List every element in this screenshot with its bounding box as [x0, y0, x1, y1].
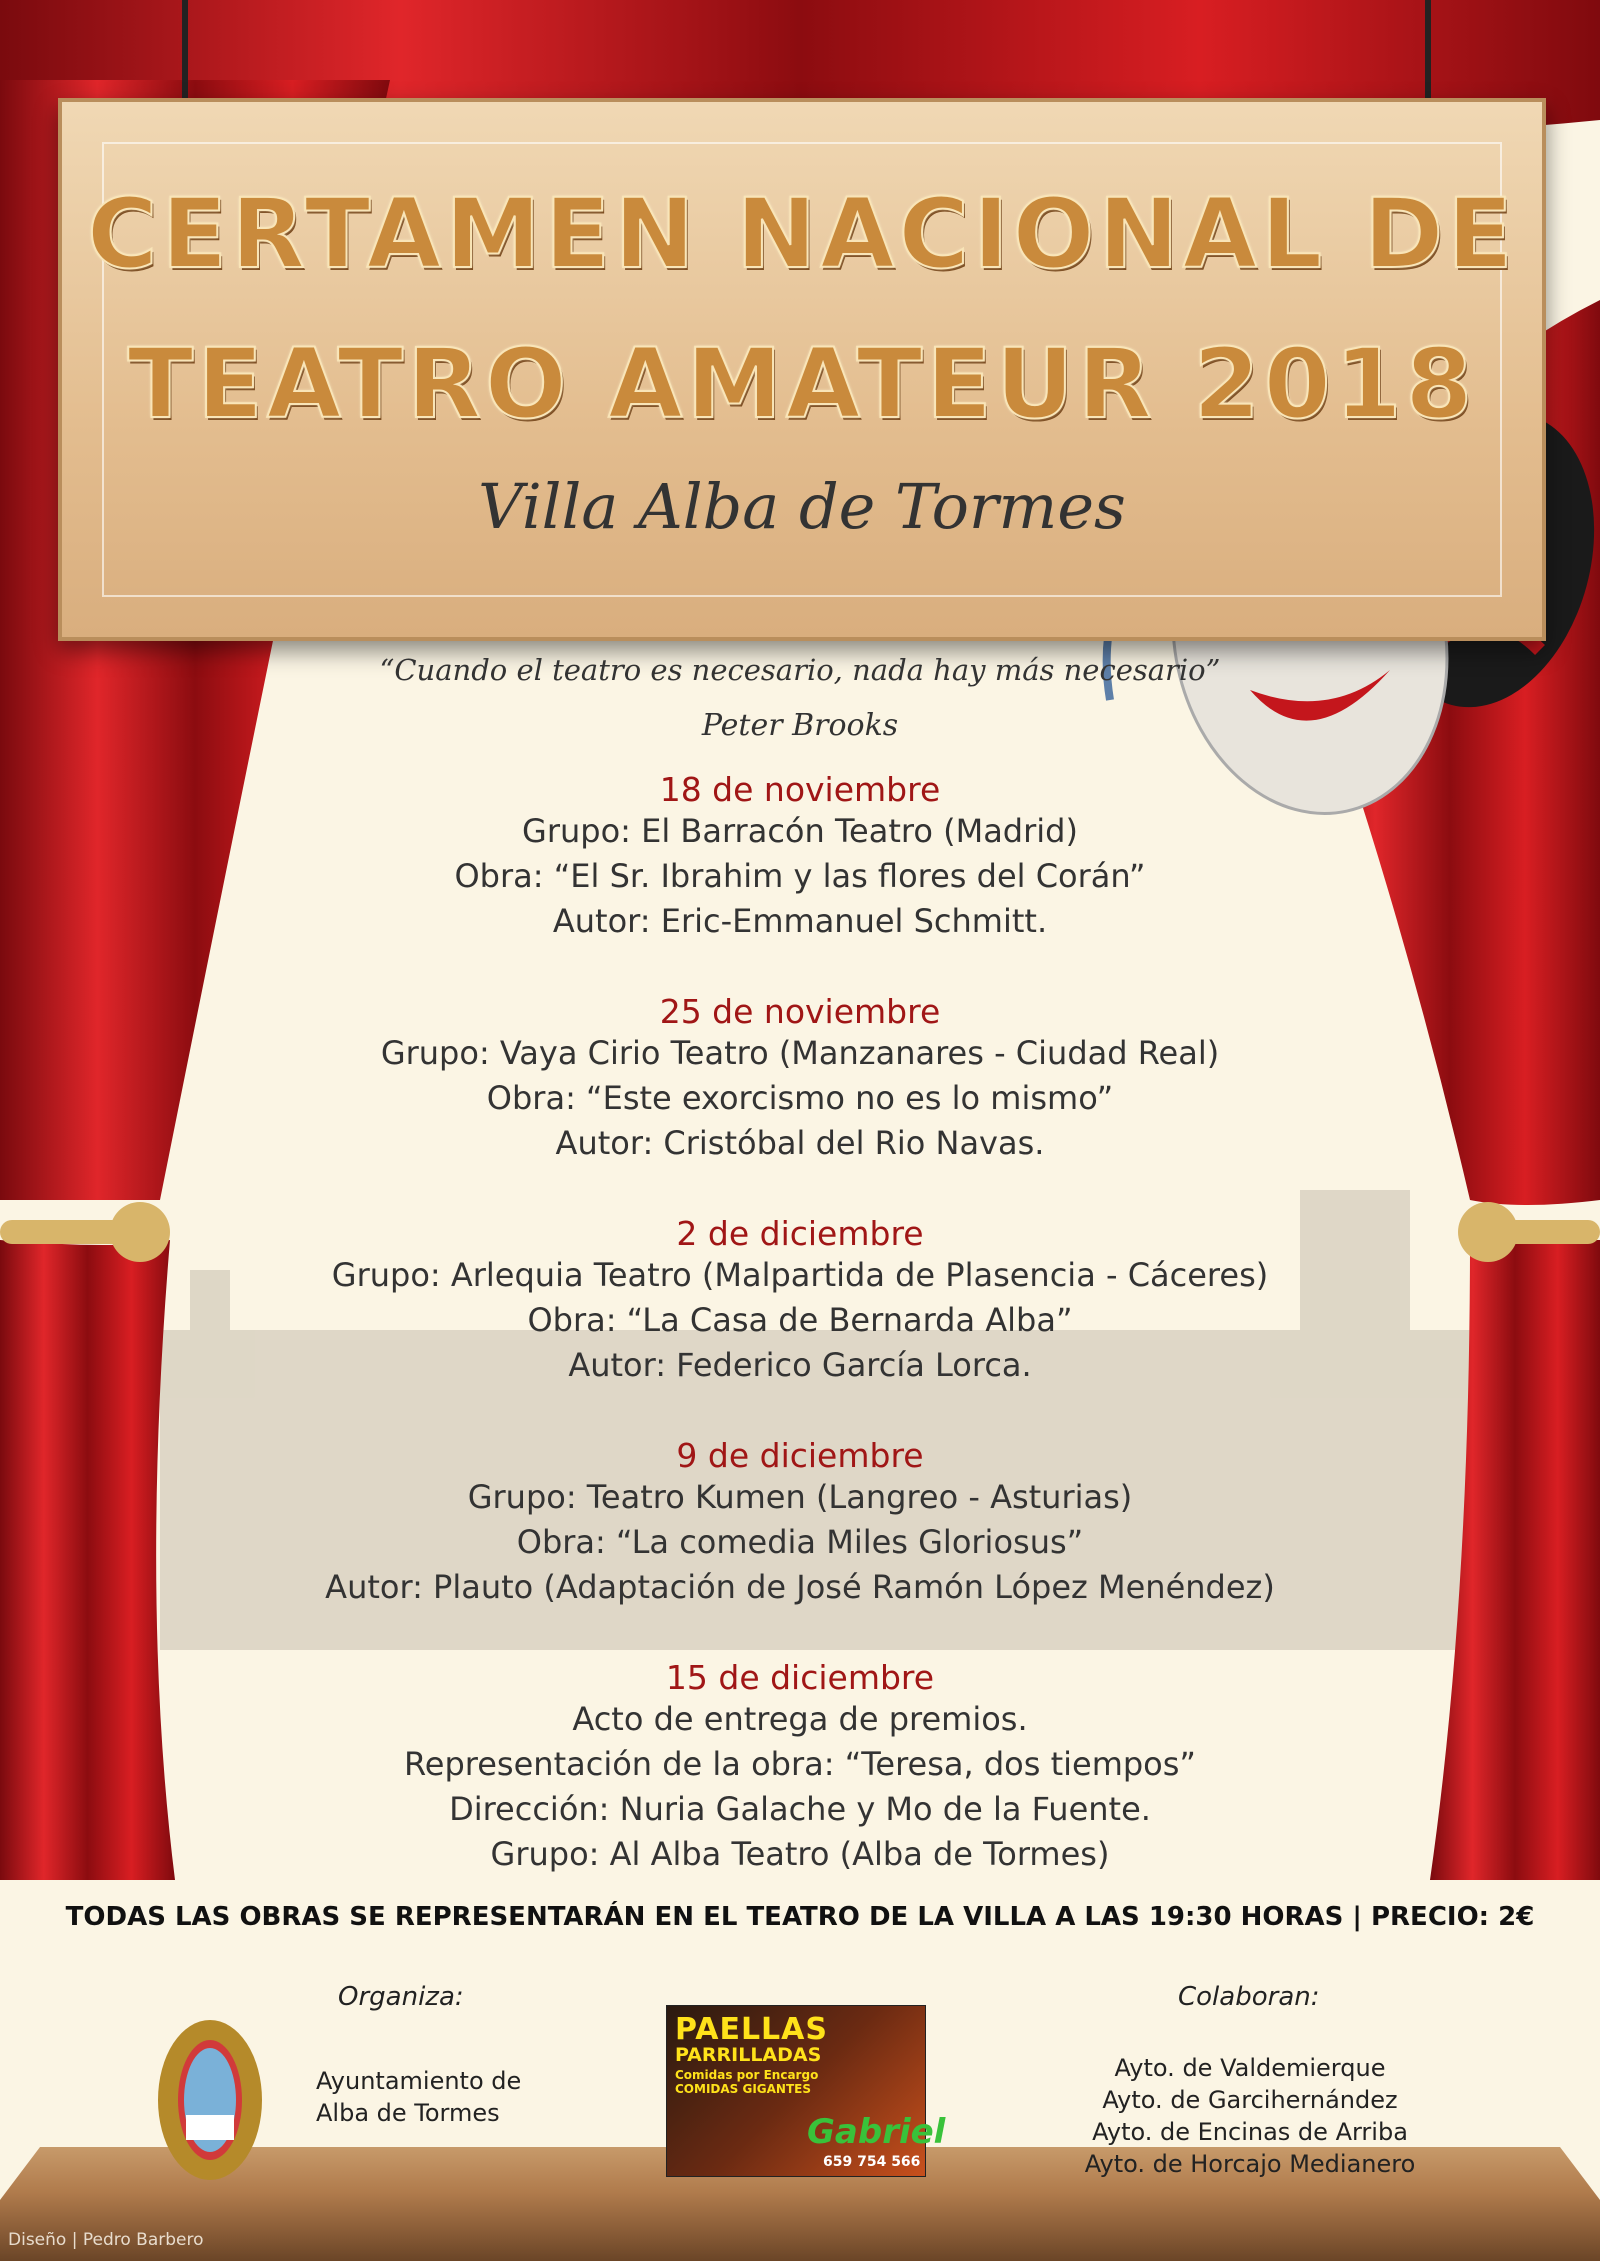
event-detail: Grupo: Al Alba Teatro (Alba de Tormes) — [490, 1835, 1110, 1873]
organizer-line2: Alba de Tormes — [316, 2099, 500, 2127]
event-detail: Acto de entrega de premios. — [572, 1700, 1028, 1738]
event-detail: Grupo: El Barracón Teatro (Madrid) — [522, 812, 1078, 850]
event-detail: Grupo: Arlequia Teatro (Malpartida de Plasencia - Cáceres) — [331, 1256, 1269, 1294]
organizer-line1: Ayuntamiento de — [316, 2067, 522, 2095]
event-detail: Obra: “La comedia Miles Gloriosus” — [516, 1523, 1084, 1561]
subtitle: Villa Alba de Tormes — [478, 470, 1126, 543]
title-line1: CERTAMEN NACIONAL DE — [87, 178, 1517, 290]
event-date: 2 de diciembre — [676, 1214, 924, 1253]
title-line2: TEATRO AMATEUR 2018 — [127, 328, 1477, 440]
event-detail: Autor: Cristóbal del Rio Navas. — [555, 1124, 1045, 1162]
colaboran-label: Colaboran: — [1178, 1982, 1320, 2012]
event-date: 9 de diciembre — [676, 1436, 924, 1475]
event-detail: Obra: “La Casa de Bernarda Alba” — [527, 1301, 1073, 1339]
event-detail: Grupo: Vaya Cirio Teatro (Manzanares - Ciudad Real) — [380, 1034, 1220, 1072]
quote-text: “Cuando el teatro es necesario, nada hay más necesario” — [379, 653, 1221, 687]
event-detail: Autor: Federico García Lorca. — [568, 1346, 1032, 1384]
ad-phone: 659 754 566 — [823, 2154, 921, 2170]
event-block — [0, 770, 1600, 944]
ad-line1: PAELLAS — [675, 2012, 829, 2047]
event-date: 18 de noviembre — [659, 770, 941, 809]
design-credit: Diseño | Pedro Barbero — [8, 2230, 204, 2250]
collaborators-list — [1060, 2052, 1440, 2180]
event-date: 15 de diciembre — [665, 1658, 935, 1697]
event-detail: Representación de la obra: “Teresa, dos tiempos” — [403, 1745, 1196, 1783]
event-detail: Obra: “Este exorcismo no es lo mismo” — [486, 1079, 1114, 1117]
event-block — [0, 1214, 1600, 1388]
ad-brand: Gabriel — [807, 2112, 946, 2152]
ad-line2: PARRILLADAS — [675, 2044, 822, 2066]
collaborator: Ayto. de Valdemierque — [1114, 2054, 1386, 2082]
ad-line3: Comidas por Encargo — [675, 2068, 819, 2082]
event-block — [0, 1436, 1600, 1610]
organiza-label: Organiza: — [338, 1982, 464, 2012]
ad-line4: COMIDAS GIGANTES — [675, 2082, 812, 2096]
event-detail: Autor: Eric-Emmanuel Schmitt. — [552, 902, 1048, 940]
coat-of-arms-logo — [158, 2020, 262, 2180]
sponsor-ad — [666, 2005, 946, 2177]
event-block — [0, 992, 1600, 1166]
event-detail: Obra: “El Sr. Ibrahim y las flores del Corán” — [454, 857, 1146, 895]
collaborator: Ayto. de Horcajo Medianero — [1084, 2150, 1416, 2178]
event-block — [0, 1658, 1600, 1877]
collaborator: Ayto. de Encinas de Arriba — [1092, 2118, 1408, 2146]
organizer-name — [316, 2065, 521, 2129]
quote-author: Peter Brooks — [701, 708, 899, 743]
event-detail: Dirección: Nuria Galache y Mo de la Fuente. — [449, 1790, 1151, 1828]
event-detail: Autor: Plauto (Adaptación de José Ramón López Menéndez) — [325, 1568, 1275, 1606]
event-date: 25 de noviembre — [659, 992, 941, 1031]
footer-note: TODAS LAS OBRAS SE REPRESENTARÁN EN EL TEATRO DE LA VILLA A LAS 19:30 HORAS | PRECIO: 2€ — [65, 1902, 1535, 1932]
collaborator: Ayto. de Garcihernández — [1102, 2086, 1398, 2114]
event-detail: Grupo: Teatro Kumen (Langreo - Asturias) — [467, 1478, 1133, 1516]
